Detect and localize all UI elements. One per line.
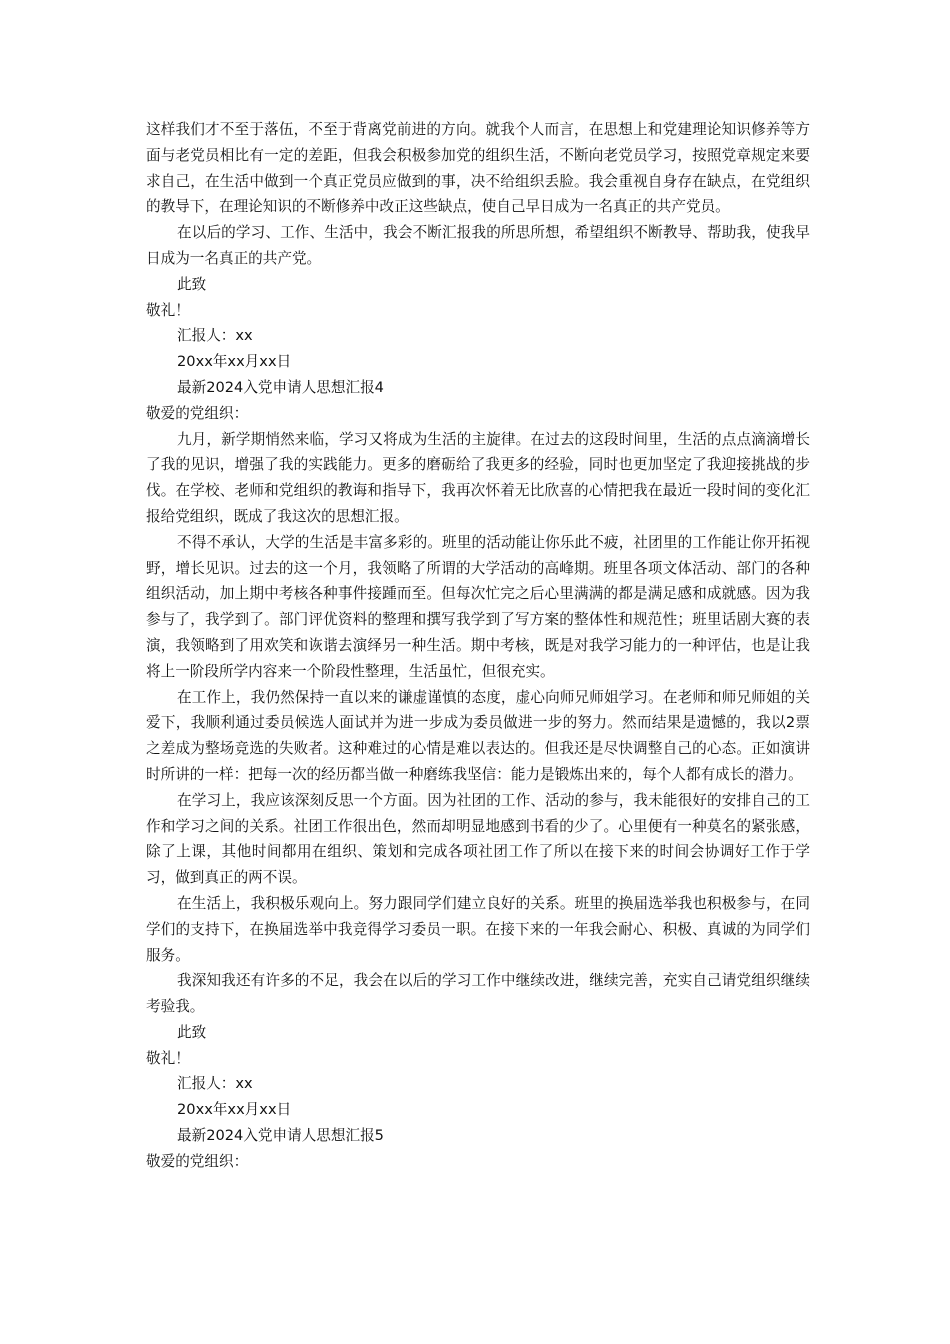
document-page [146,117,810,1175]
body-paragraph: 这样我们才不至于落伍，不至于背离党前进的方向。就我个人而言，在思想上和党建理论知识修养等方面与老党员相比有一定的差距，但我会积极参加党的组织生活，不断向老党员学习，按照党章规定来要求自己，在生活中做到一个真正党员应做到的事，决不给组织丢脸。我会重视自身存在缺点，在党组织的教导下，在理论知识的不断修养中改正这些缺点，使自己早日成为一名真正的共产党员。 [146,121,810,216]
body-paragraph: 我深知我还有许多的不足，我会在以后的学习工作中继续改进，继续完善，充实自己请党组织继续考验我。 [146,972,810,1016]
section-title: 最新2024入党申请人思想汇报5 [177,1127,384,1145]
closing-line: 此致 [177,1023,207,1041]
body-paragraph: 在工作上，我仍然保持一直以来的谦虚谨慎的态度，虚心向师兄师姐学习。在老师和师兄师姐的关爱下，我顺利通过委员候选人面试并为进一步成为委员做进一步的努力。然而结果是遗憾的，我以2票之差成为整场竞选的失败者。这种难过的心情是难以表达的。但我还是尽快调整自己的心态。正如演讲时所讲的一样：把每一次的经历都当做一种磨练我坚信：能力是锻炼出来的，每个人都有成长的潜力。 [146,688,810,783]
greeting-line: 敬爱的党组织： [146,1152,249,1170]
body-paragraph: 不得不承认，大学的生活是丰富多彩的。班里的活动能让你乐此不疲，社团里的工作能让你开拓视野，增长见识。过去的这一个月，我领略了所谓的大学活动的高峰期。班里各项文体活动、部门的各种组织活动，加上期中考核各种事件接踵而至。但每次忙完之后心里满满的都是满足感和成就感。因为我参与了，我学到了。部门评优资料的整理和撰写我学到了写方案的整体性和规范性；班里话剧大赛的表演，我领略到了用欢笑和诙谐去演绎另一种生活。期中考核，既是对我学习能力的一种评估，也是让我将上一阶段所学内容来一个阶段性整理，生活虽忙，但很充实。 [146,533,810,680]
section-title: 最新2024入党申请人思想汇报4 [177,378,384,396]
date-line: 20xx年xx月xx日 [177,1101,292,1119]
date-line: 20xx年xx月xx日 [177,353,292,371]
closing-line: 此致 [177,275,207,293]
body-paragraph: 九月，新学期悄然来临，学习又将成为生活的主旋律。在过去的这段时间里，生活的点点滴滴增长了我的见识，增强了我的实践能力。更多的磨砺给了我更多的经验，同时也更加坚定了我迎接挑战的步伐。在学校、老师和党组织的教诲和指导下，我再次怀着无比欣喜的心情把我在最近一段时间的变化汇报给党组织，既成了我这次的思想汇报。 [146,430,810,525]
body-paragraph: 在以后的学习、工作、生活中，我会不断汇报我的所思所想，希望组织不断教导、帮助我，使我早日成为一名真正的共产党。 [146,224,810,267]
greeting-line: 敬爱的党组织： [146,404,249,422]
reporter-line: 汇报人：xx [177,1075,253,1093]
body-paragraph: 在生活上，我积极乐观向上。努力跟同学们建立良好的关系。班里的换届选举我也积极参与，在同学们的支持下，在换届选举中我竞得学习委员一职。在接下来的一年我会耐心、积极、真诚的为同学们服务。 [146,894,810,964]
salute-line: 敬礼！ [146,301,190,319]
body-paragraph: 在学习上，我应该深刻反思一个方面。因为社团的工作、活动的参与，我未能很好的安排自己的工作和学习之间的关系。社团工作很出色，然而却明显地感到书看的少了。心里便有一种莫名的紧张感，除了上课，其他时间都用在组织、策划和完成各项社团工作了所以在接下来的时间会协调好工作于学习，做到真正的两不误。 [146,791,810,887]
reporter-line: 汇报人：xx [177,327,253,345]
salute-line: 敬礼！ [146,1049,190,1067]
